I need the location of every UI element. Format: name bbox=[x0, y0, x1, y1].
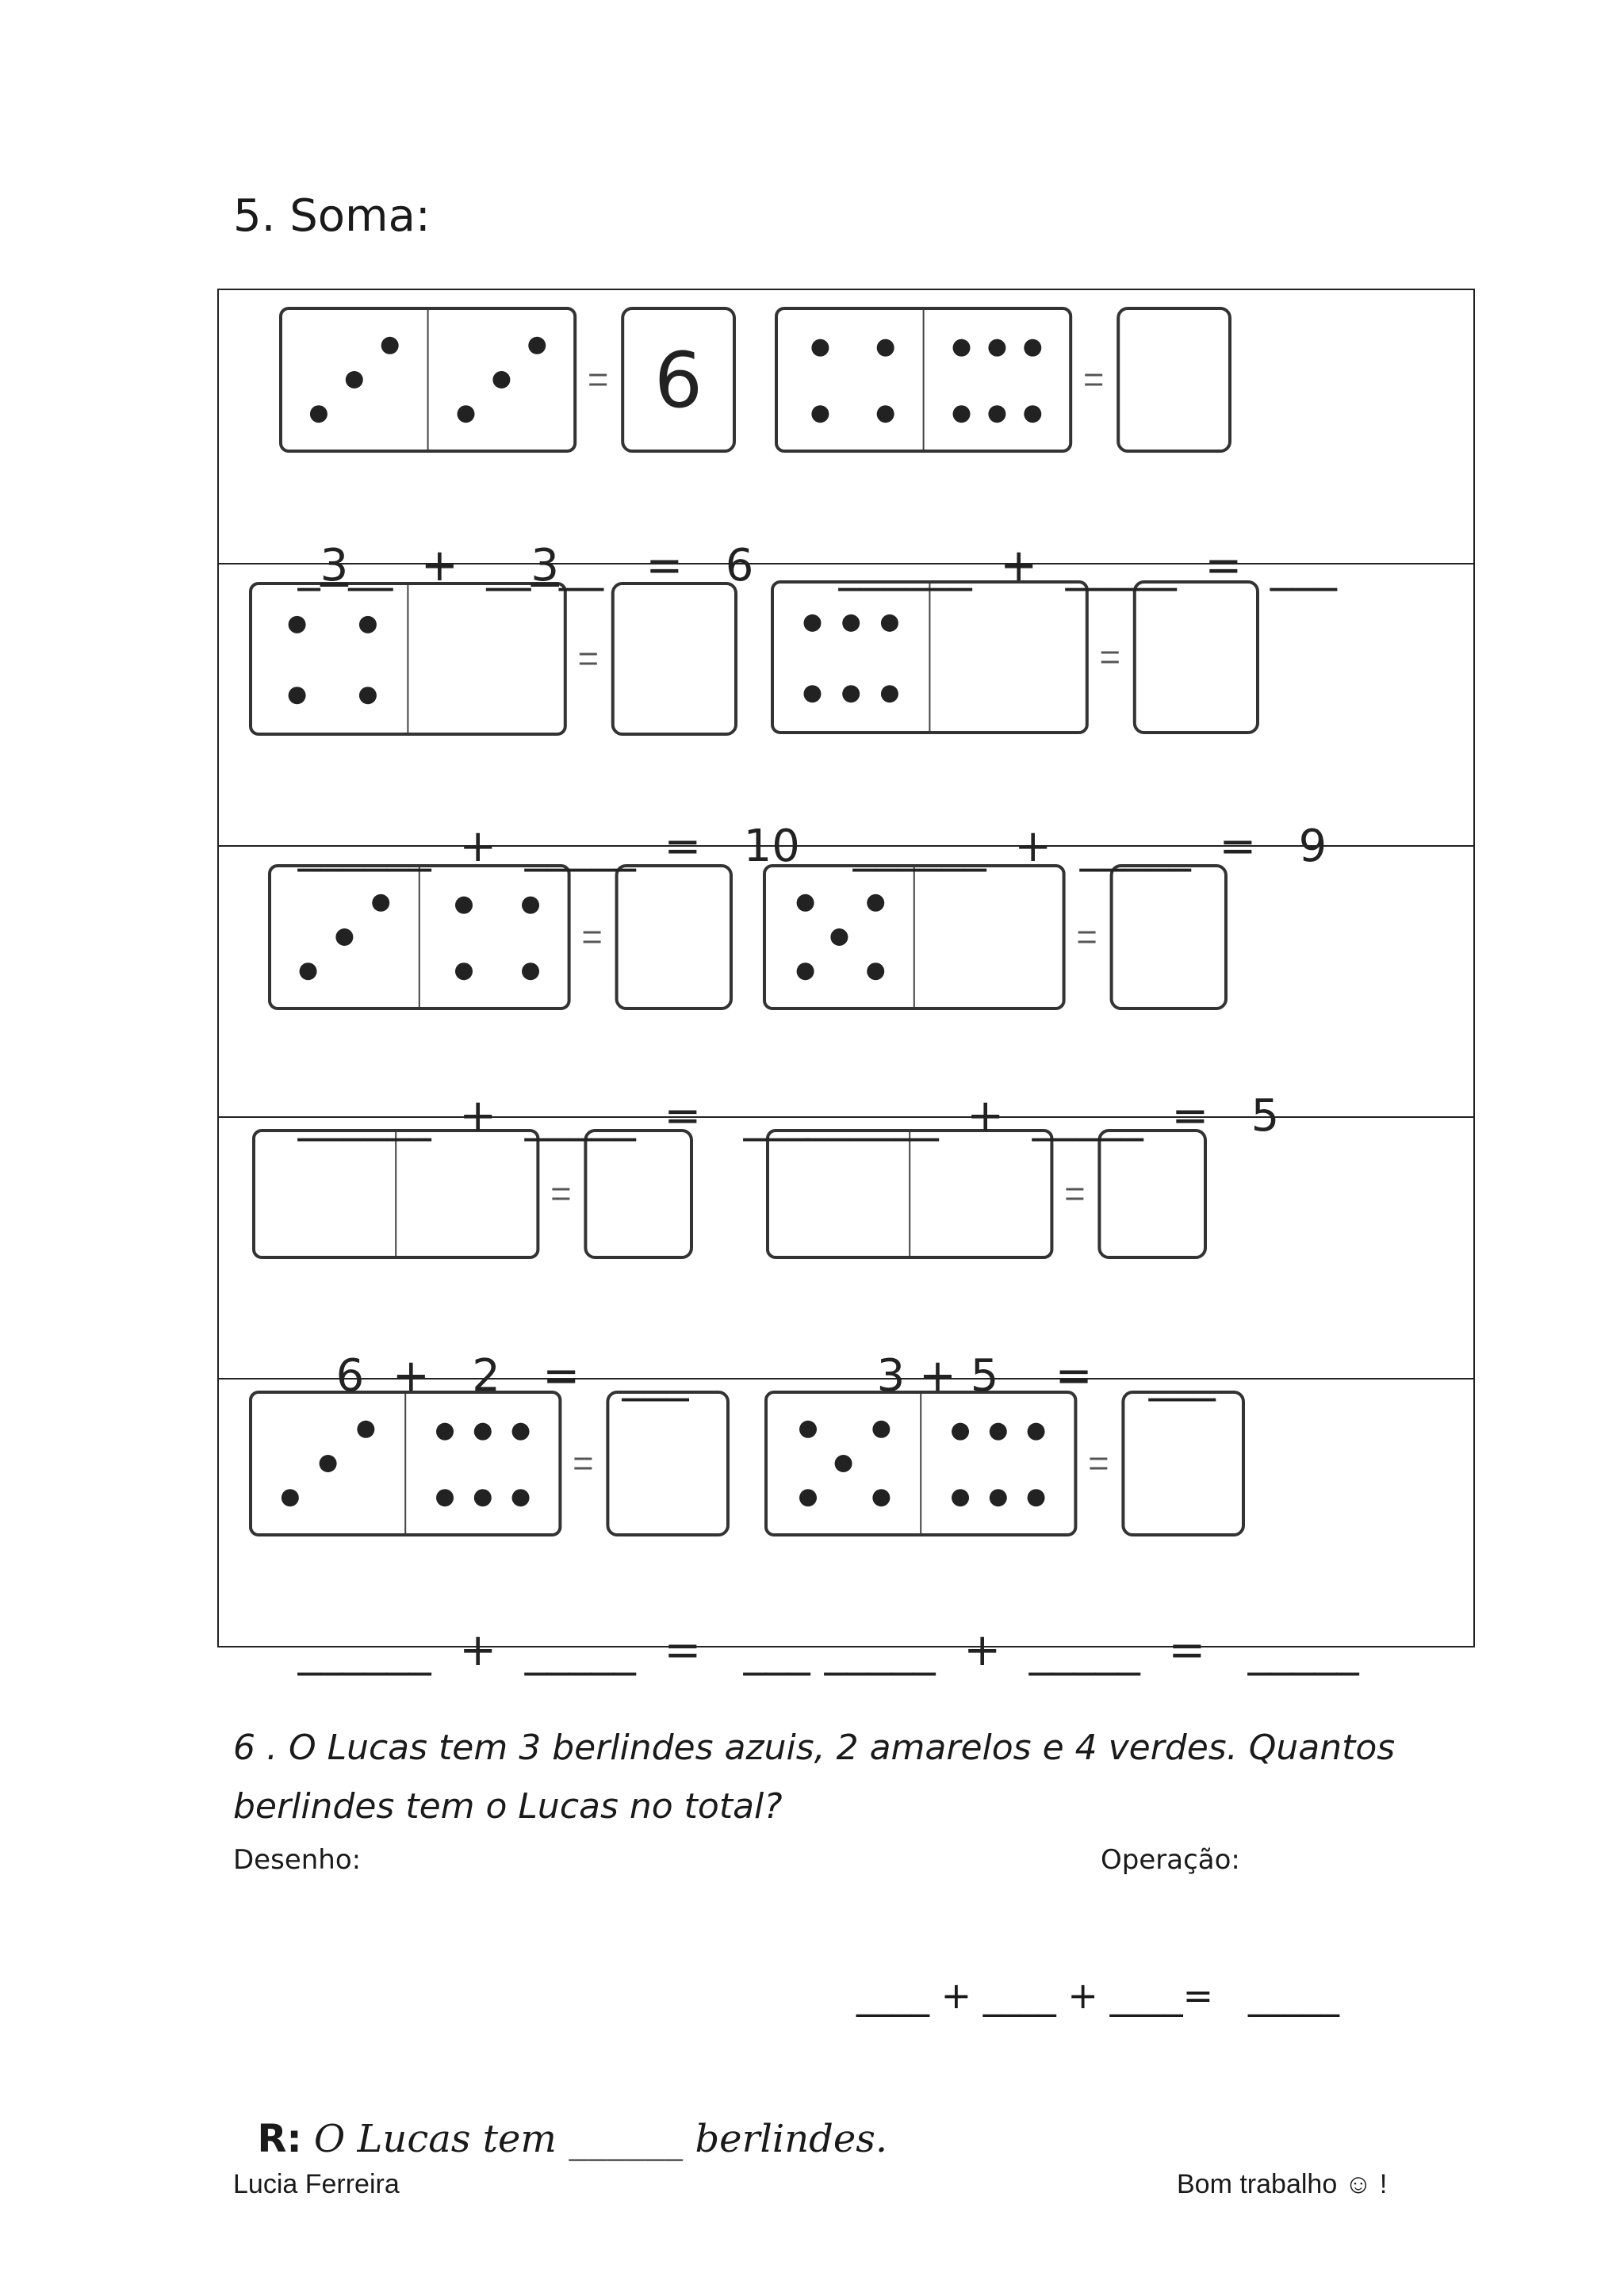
domino-pip bbox=[289, 616, 306, 633]
answer-box bbox=[617, 866, 731, 1008]
answer-box bbox=[613, 584, 736, 734]
domino-3-1 bbox=[266, 863, 734, 1013]
domino-pip bbox=[522, 962, 539, 980]
domino-pip bbox=[797, 962, 814, 980]
drawing-label: Desenho: bbox=[233, 1844, 362, 1876]
domino-pip bbox=[381, 337, 399, 354]
domino-pip bbox=[877, 405, 894, 423]
domino-2-1 bbox=[247, 580, 739, 739]
domino-pip bbox=[867, 894, 884, 912]
domino-pip bbox=[952, 1489, 969, 1506]
domino-pip bbox=[522, 897, 539, 914]
domino-pip bbox=[300, 962, 317, 980]
footer-author: Lucia Ferreira bbox=[233, 2169, 400, 2199]
domino-pip bbox=[842, 685, 860, 702]
domino-pip bbox=[474, 1423, 492, 1441]
domino-3-2 bbox=[761, 863, 1229, 1013]
equation-4-2: 3 + 5 = ___ bbox=[876, 1350, 1216, 1402]
domino-5-1 bbox=[247, 1389, 731, 1540]
domino-pip bbox=[867, 962, 884, 980]
operation-answer-line: ____ + ____ + ____= _____ bbox=[856, 1974, 1339, 2017]
domino-pip bbox=[492, 371, 510, 388]
domino-pip bbox=[953, 339, 971, 357]
domino-pip bbox=[988, 339, 1005, 357]
domino-pip bbox=[1024, 339, 1041, 357]
domino-pip bbox=[512, 1423, 530, 1441]
domino-pip bbox=[872, 1489, 890, 1506]
domino-pip bbox=[799, 1489, 817, 1506]
domino-5-2 bbox=[763, 1389, 1247, 1540]
domino-pip bbox=[436, 1489, 454, 1506]
answer-box bbox=[1118, 308, 1230, 451]
domino-1-1 bbox=[278, 305, 737, 456]
answer-prefix: R: bbox=[257, 2117, 302, 2161]
section-5-title: 5. Soma: bbox=[233, 190, 431, 242]
domino-pip bbox=[835, 1455, 852, 1472]
domino-pip bbox=[881, 685, 898, 702]
domino-pip bbox=[474, 1489, 492, 1506]
answer-box bbox=[1135, 582, 1258, 733]
domino-pip bbox=[830, 928, 848, 946]
equation-4-1: 6 + 2 = ___ bbox=[335, 1350, 689, 1402]
domino-pip bbox=[988, 405, 1005, 423]
domino-pip bbox=[455, 962, 473, 980]
domino-pip bbox=[872, 1421, 890, 1438]
domino-pip bbox=[310, 405, 327, 423]
operation-label: Operação: bbox=[1101, 1844, 1240, 1876]
domino-pip bbox=[803, 685, 821, 702]
domino-pip bbox=[528, 337, 546, 354]
answer-box bbox=[607, 1392, 728, 1535]
domino-pip bbox=[320, 1455, 337, 1472]
footer-message: Bom trabalho ☺ ! bbox=[1177, 2169, 1388, 2199]
domino-pip bbox=[282, 1489, 299, 1506]
domino-pip bbox=[436, 1423, 454, 1441]
domino-pip bbox=[877, 339, 894, 357]
domino-pip bbox=[289, 687, 306, 704]
answer-box bbox=[1112, 866, 1226, 1008]
answer-box bbox=[1099, 1131, 1205, 1257]
domino-pip bbox=[512, 1489, 530, 1506]
domino-pip bbox=[952, 1423, 969, 1441]
domino-pip bbox=[372, 894, 389, 912]
equation-3-2: ______ + _____ = 5 bbox=[805, 1090, 1280, 1142]
domino-pip bbox=[458, 405, 475, 423]
answer-box-value: 6 bbox=[654, 336, 703, 425]
domino-2-2 bbox=[769, 579, 1261, 737]
domino-pip bbox=[803, 614, 821, 632]
domino-4-1 bbox=[251, 1127, 695, 1262]
domino-pip bbox=[1028, 1489, 1045, 1506]
domino-pip bbox=[359, 687, 377, 704]
domino-pip bbox=[346, 371, 363, 388]
domino-pip bbox=[953, 405, 971, 423]
equation-3-1: ______ + _____ = ___ bbox=[297, 1090, 810, 1142]
domino-pip bbox=[357, 1421, 374, 1438]
domino-pip bbox=[1024, 405, 1041, 423]
equation-1-1: _3__ + __3__ = 6 bbox=[297, 540, 754, 591]
answer-sentence bbox=[233, 2072, 887, 2161]
domino-pip bbox=[1028, 1423, 1045, 1441]
domino-4-2 bbox=[764, 1127, 1208, 1262]
answer-text: O Lucas tem ______ berlindes. bbox=[301, 2117, 888, 2161]
domino-pip bbox=[990, 1489, 1007, 1506]
equation-5-1: ______ + _____ = ___ bbox=[297, 1624, 810, 1676]
domino-pip bbox=[335, 928, 353, 946]
answer-box bbox=[585, 1131, 691, 1257]
domino-pip bbox=[359, 616, 377, 633]
answer-box bbox=[1123, 1392, 1243, 1535]
domino-pip bbox=[797, 894, 814, 912]
domino-pip bbox=[811, 339, 829, 357]
domino-pip bbox=[455, 897, 473, 914]
question-6: 6 . O Lucas tem 3 berlindes azuis, 2 amarelos e 4 verdes. Quantos berlindes tem o Lucas no total? bbox=[233, 1728, 1396, 1827]
equation-2-2: ______ + _____ = 9 bbox=[852, 821, 1327, 872]
domino-pip bbox=[842, 614, 860, 632]
equation-1-2: ______ + _____ = ___ bbox=[838, 540, 1337, 591]
domino-1-2 bbox=[773, 305, 1233, 456]
domino-pip bbox=[811, 405, 829, 423]
domino-pip bbox=[881, 614, 898, 632]
equation-2-1: ______ + _____ = 10 bbox=[297, 821, 800, 872]
equation-5-2: _____ + _____ = _____ bbox=[824, 1624, 1359, 1676]
domino-pip bbox=[990, 1423, 1007, 1441]
domino-pip bbox=[799, 1421, 817, 1438]
